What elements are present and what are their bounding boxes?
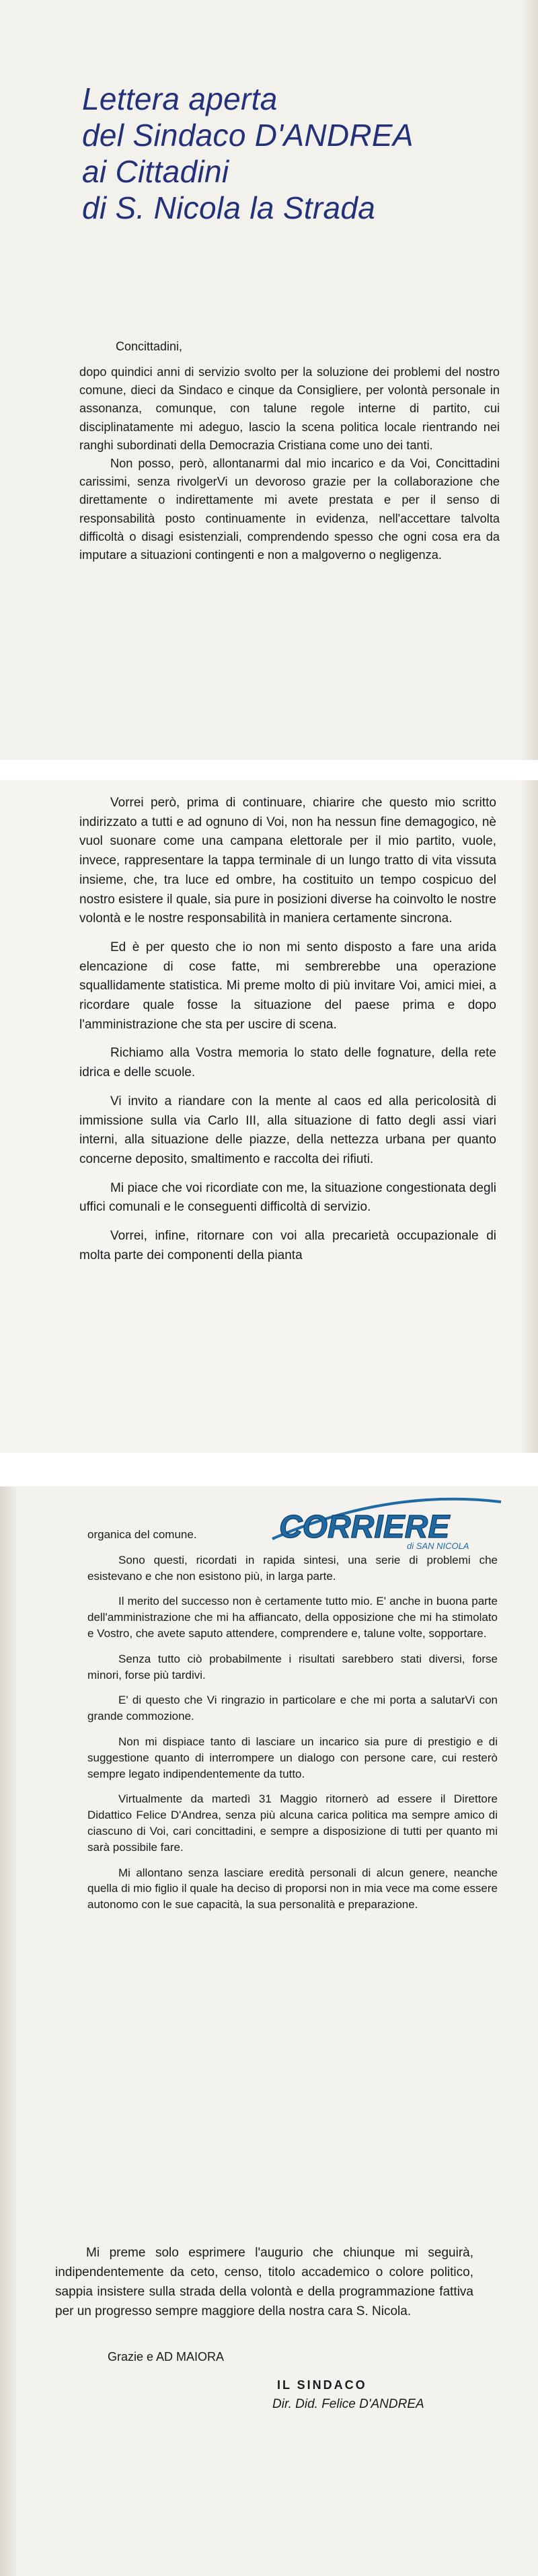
paragraph: Vorrei però, prima di continuare, chiarire che questo mio scritto indirizzato a tutti e ad ognuno di Voi, non ha nessun fine demagogico, nè vuol suonare come una campana elettorale per il mio partito, vuole, invece, rappresentare la tappa terminale di un lungo tratto di vita vissuta insieme, che, tra luce ed ombre, ha costituito un tempo cospicuo del nostro esistere il quale, sia pure in posizioni diverse ha coinvolto le nostre volontà e le nostre responsabilità in maniera certamente sincrona. xyxy=(79,796,496,926)
paragraph: Mi allontano senza lasciare eredità personali di alcun genere, neanche quella di mio figlio il quale ha deciso di proporsi non in mia vece ma come essere autonomo con le sue capacità, la sua personalità e preparazione. xyxy=(87,1866,498,1911)
paragraph: Non mi dispiace tanto di lasciare un incarico sia pure di prestigio e di suggestione quanto di interrompere un dialogo con persone care, cui resterò sempre legato indipendentemente da tutto. xyxy=(87,1735,498,1780)
page-three-body xyxy=(87,1527,498,1922)
paragraph: Virtualmente da martedì 31 Maggio ritornerò ad essere il Direttore Didattico Felice D'Andrea, senza più alcuna carica politica ma sempre amico di ciascuno di Voi, cari concittadini, e sempre a disposizione di tutti per quanto mi sarà possibile fare. xyxy=(87,1792,498,1854)
page-two-body xyxy=(79,794,496,1275)
paragraph: dopo quindici anni di servizio svolto per la soluzione dei problemi del nostro comune, dieci da Sindaco e cinque da Consigliere, per volontà personale in assonanza, comunque, con talune regole interne di partito, cui disciplinatamente mi adeguo, lascio la scena politica locale rientrando nei ranghi subordinati della Democrazia Cristiana come uno dei tanti. xyxy=(79,365,500,452)
page-gutter xyxy=(0,1486,16,2576)
letter-title xyxy=(82,81,499,226)
paragraph: Mi piace che voi ricordiate con me, la situazione congestionata degli uffici comunali e le conseguenti difficoltà di servizio. xyxy=(79,1180,496,1215)
page-one xyxy=(0,0,538,760)
paragraph: organica del comune. xyxy=(87,1528,197,1541)
title-line: ai Cittadini xyxy=(82,154,229,189)
paragraph: Non posso, però, allontanarmi dal mio incarico e da Voi, Concittadini carissimi, senza rivolgerVi un devoroso grazie per la collaborazione che direttamente o indirettamente mi avete prestata e per il senso di responsabilità posto continuamente in evidenza, nell'accettare talvolta difficoltà o disagi esistenziali, comprendendo spesso che ogni cosa era da imputare a situazioni contingenti e non a malgoverno o negligenza. xyxy=(79,457,500,562)
title-line: di S. Nicola la Strada xyxy=(82,190,376,225)
page-three xyxy=(0,1486,538,2576)
paragraph: Vi invito a riandare con la mente al caos ed alla pericolosità di immissione sulla via Carlo III, alla situazione di fatto degli assi viari interni, alla situazione delle piazze, della nettezza urbana per quanto concerne deposito, smaltimento e raccolta dei rifiuti. xyxy=(79,1094,496,1166)
signature-name: Dir. Did. Felice D'ANDREA xyxy=(272,2397,424,2411)
logo-sub-text: di SAN NICOLA xyxy=(407,1541,469,1551)
paragraph: Richiamo alla Vostra memoria lo stato delle fognature, della rete idrica e delle scuole. xyxy=(79,1046,496,1080)
page-two xyxy=(0,780,538,1453)
page-gutter xyxy=(522,0,538,760)
paragraph: Ed è per questo che io non mi sento disposto a fare una arida elencazione di cose fatte, mi sembrerebbe una operazione squallidamente statistica. Mi preme molto di più invitare Voi, amici miei, a ricordare quale fosse la situazione del paese prima e dopo l'amministrazione che sta per uscire di scena. xyxy=(79,940,496,1032)
paragraph: Senza tutto ciò probabilmente i risultati sarebbero stati diversi, forse minori, forse più tardivi. xyxy=(87,1652,498,1681)
logo-main-text: CORRIERE xyxy=(279,1509,450,1545)
title-line: del Sindaco D'ANDREA xyxy=(82,118,414,153)
page-one-body xyxy=(79,363,500,564)
signature-role: IL SINDACO xyxy=(277,2378,367,2392)
farewell: Grazie e AD MAIORA xyxy=(108,2350,225,2363)
page-gutter xyxy=(522,780,538,1453)
paragraph: Sono questi, ricordati in rapida sintesi, una serie di problemi che esistevano e che non esistono più, in larga parte. xyxy=(87,1553,498,1583)
paragraph: Mi preme solo esprimere l'augurio che chiunque mi seguirà, indipendentemente da ceto, censo, titolo accademico o colore politico, sappia insistere sulla strada della volontà e della programmazione fattiva per un progresso sempre maggiore della nostra cara S. Nicola. xyxy=(55,2246,473,2318)
paragraph: E' di questo che Vi ringrazio in particolare e che mi porta a salutarVi con grande commozione. xyxy=(87,1694,498,1723)
title-line: Lettera aperta xyxy=(82,81,278,116)
paragraph: Vorrei, infine, ritornare con voi alla precarietà occupazionale di molta parte dei componenti della pianta xyxy=(79,1229,496,1262)
paragraph: Il merito del successo non è certamente tutto mio. E' anche in buona parte dell'amministrazione che mi ha affiancato, della opposizione che mi ha stimolato e Vostro, che avete saputo attendere, comprendere e, talune volte, sopportare. xyxy=(87,1595,498,1640)
greeting: Concittadini, xyxy=(116,340,183,353)
closing-paragraph xyxy=(55,2243,473,2321)
